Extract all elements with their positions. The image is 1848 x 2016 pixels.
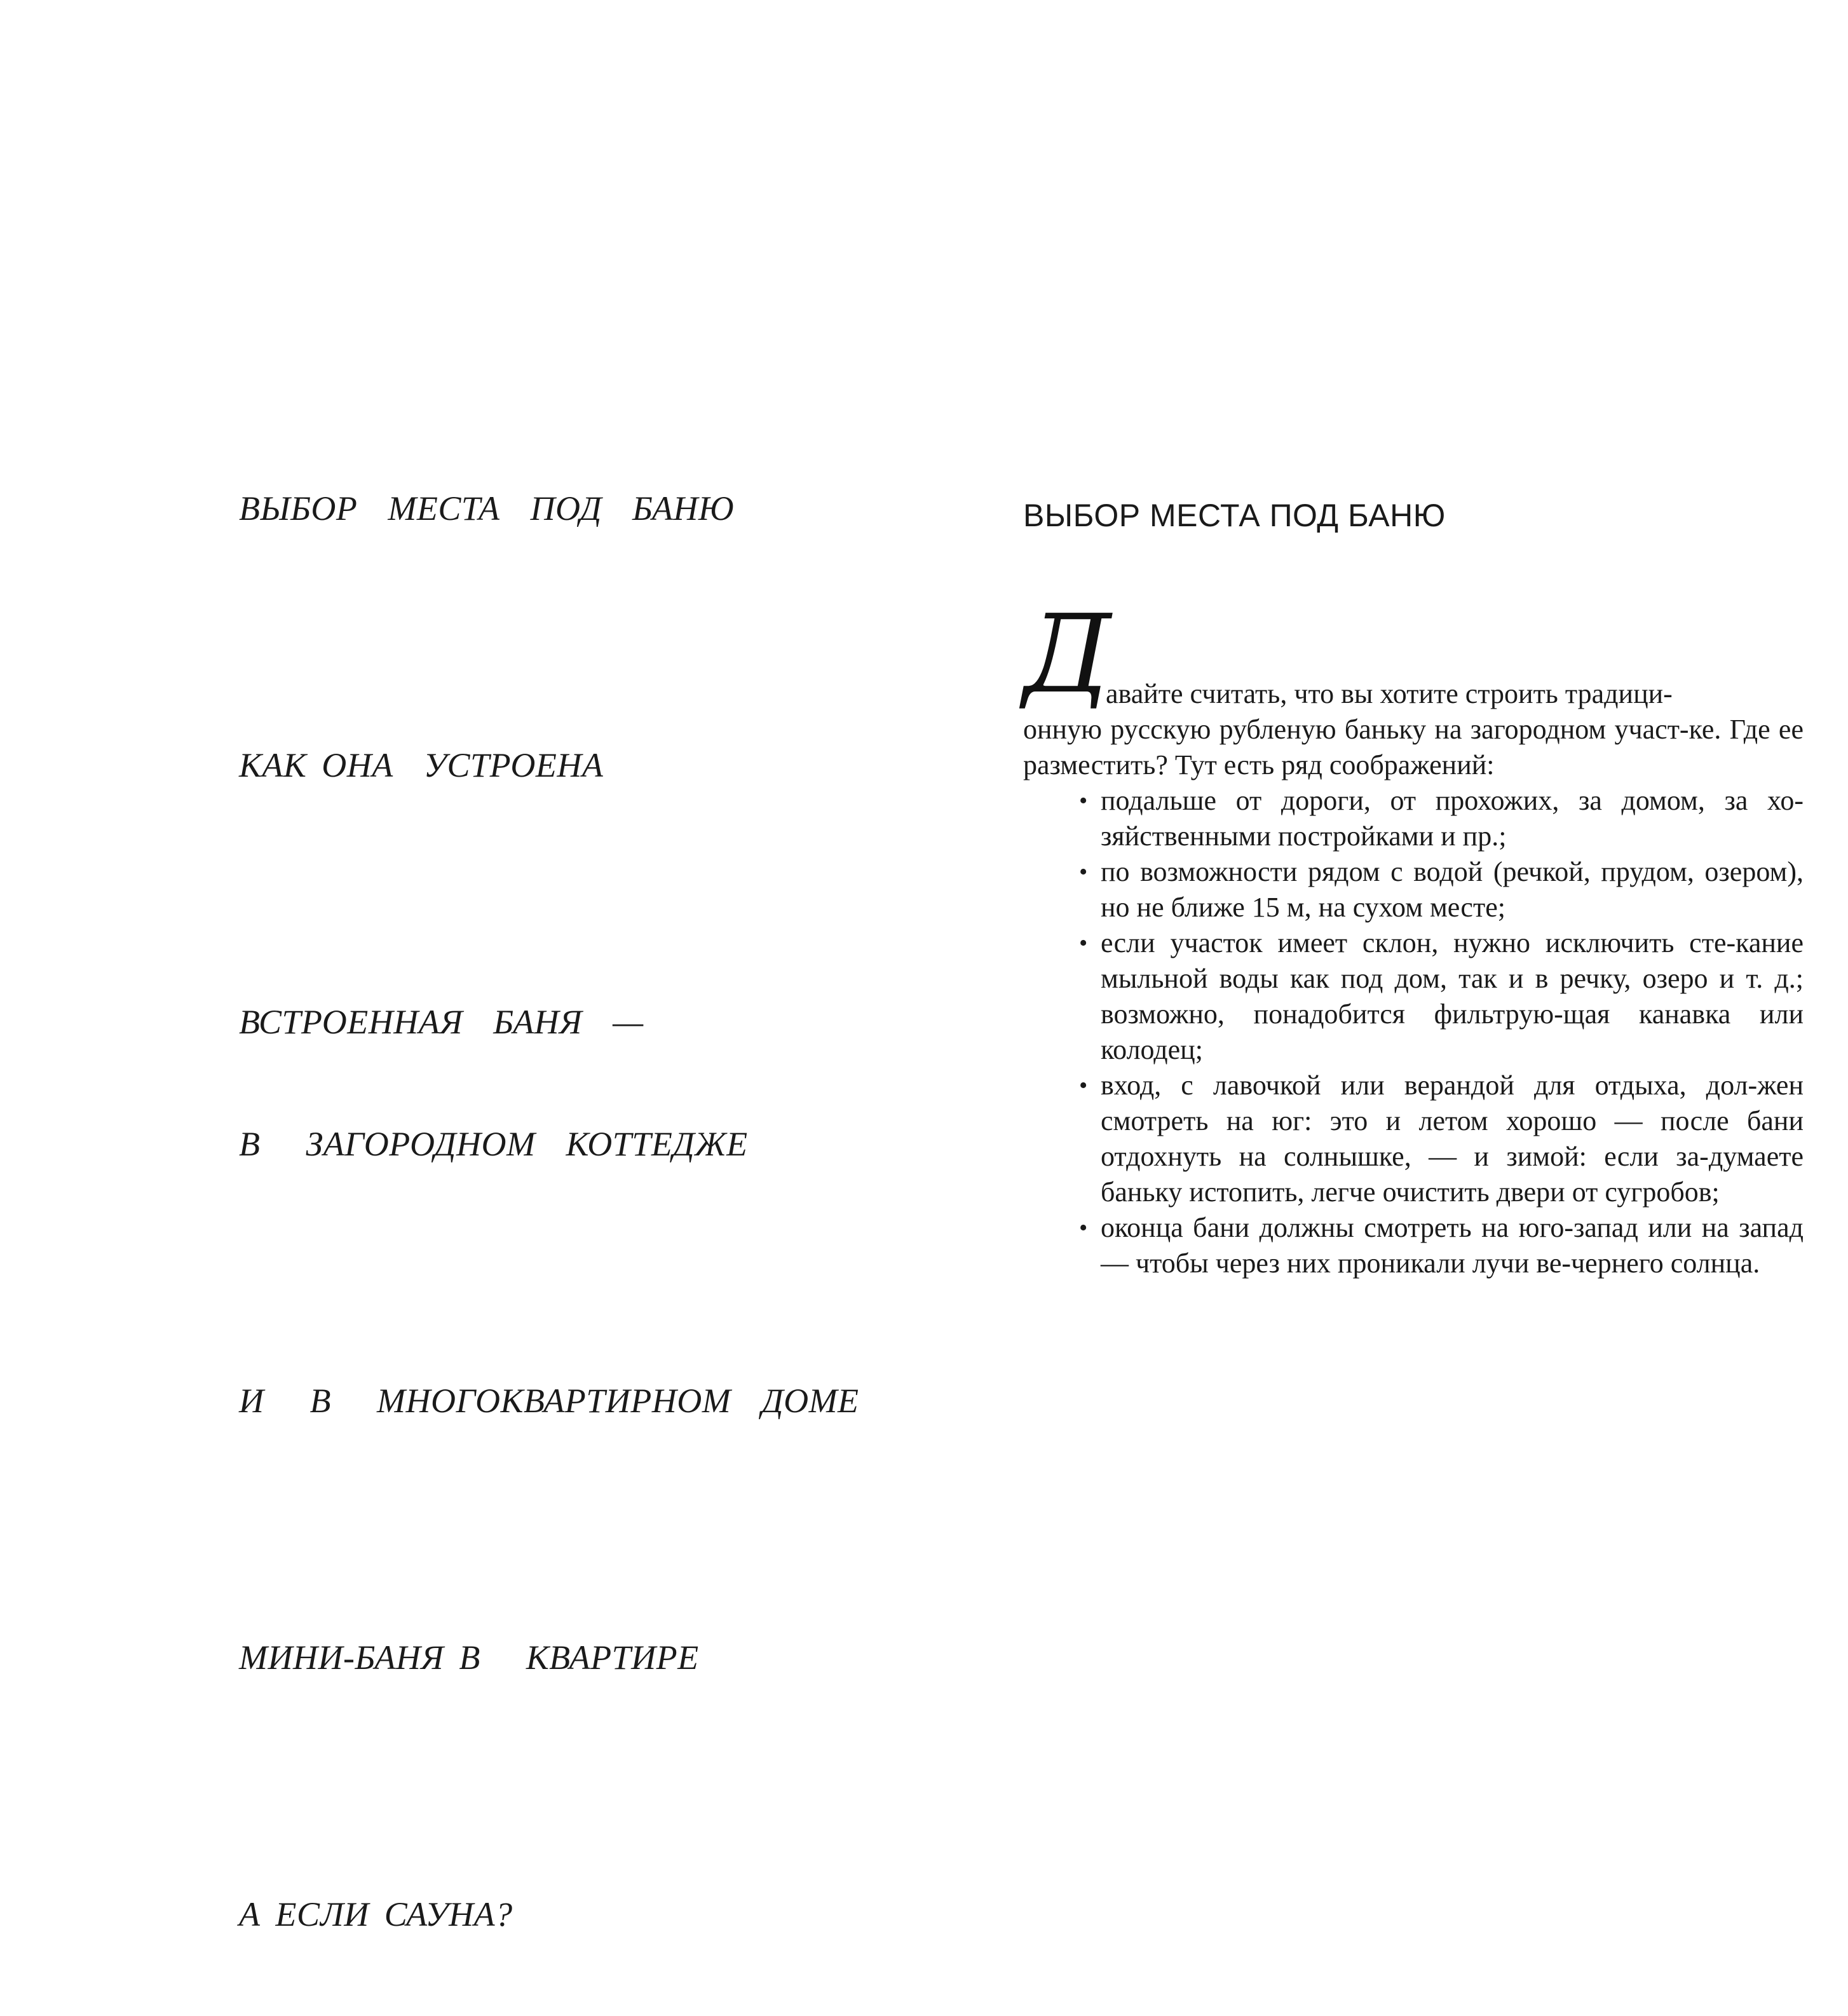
toc-item-line: И В МНОГОКВАРТИРНОМ ДОМЕ <box>239 1382 859 1420</box>
list-item-text: по возможности рядом с водой (речкой, прудом, озером), но не ближе 15 м, на сухом месте; <box>1101 856 1804 923</box>
list-item-text: оконца бани должны смотреть на юго-запад или на запад — чтобы через них проникали лучи ве-чернего солнца. <box>1101 1212 1804 1279</box>
list-item <box>1079 1210 1804 1281</box>
article-body <box>1023 592 1804 1281</box>
dropcap-letter: Д <box>1023 592 1111 718</box>
toc-item <box>239 664 874 867</box>
list-item-text: подальше от дороги, от прохожих, за домом, за хо-зяйственными постройками и пр.; <box>1101 785 1804 852</box>
intro-rest: онную русскую рубленую баньку на загородном участ-ке. Где ее разместить? Тут есть ряд соображений: <box>1023 714 1804 780</box>
toc-item-line: ВЫБОР МЕСТА ПОД БАНЮ <box>239 489 735 528</box>
dropcap-container <box>1023 592 1804 718</box>
intro-first-line: авайте считать, что вы хотите строить традици- <box>1106 678 1673 709</box>
list-item <box>1079 783 1804 854</box>
toc-item-line: ВСТРОЕННАЯ БАНЯ — <box>239 1003 644 1041</box>
considerations-list <box>1023 783 1804 1281</box>
bullet-icon: • <box>1079 930 1088 957</box>
bullet-icon: • <box>1079 1215 1088 1241</box>
list-item <box>1079 854 1804 925</box>
toc-item <box>239 920 874 1246</box>
toc-item <box>239 1813 874 2016</box>
bullet-icon: • <box>1079 787 1088 814</box>
toc-item-line: КАК ОНА УСТРОЕНА <box>239 746 604 784</box>
toc-item <box>239 1556 874 1759</box>
list-item <box>1079 925 1804 1068</box>
toc-item-line: А ЕСЛИ САУНА? <box>239 1895 513 1933</box>
bullet-icon: • <box>1079 859 1088 885</box>
list-item <box>1079 1068 1804 1210</box>
right-page <box>924 0 1848 1454</box>
toc-item-line: МИНИ-БАНЯ В КВАРТИРЕ <box>239 1638 699 1677</box>
left-page <box>0 0 924 1933</box>
list-item-text: вход, с лавочкой или верандой для отдыха, дол-жен смотреть на юг: это и летом хорошо — после бани отдохнуть на солнышке, — и зимой: если за-думаете баньку истопить, легче очистить двери от сугробов; <box>1101 1070 1804 1208</box>
toc-item <box>239 407 874 610</box>
list-item-text: если участок имеет склон, нужно исключить сте-кание мыльной воды как под дом, так и в речку, озеро и т. д.; возможно, понадобится фильтрую-щая канавка или колодец; <box>1101 927 1804 1065</box>
table-of-contents <box>239 407 874 2016</box>
toc-item-line: В ЗАГОРОДНОМ КОТТЕДЖЕ <box>239 1125 748 1163</box>
toc-item <box>239 1299 874 1502</box>
section-title: ВЫБОР МЕСТА ПОД БАНЮ <box>1023 498 1446 533</box>
bullet-icon: • <box>1079 1072 1088 1099</box>
